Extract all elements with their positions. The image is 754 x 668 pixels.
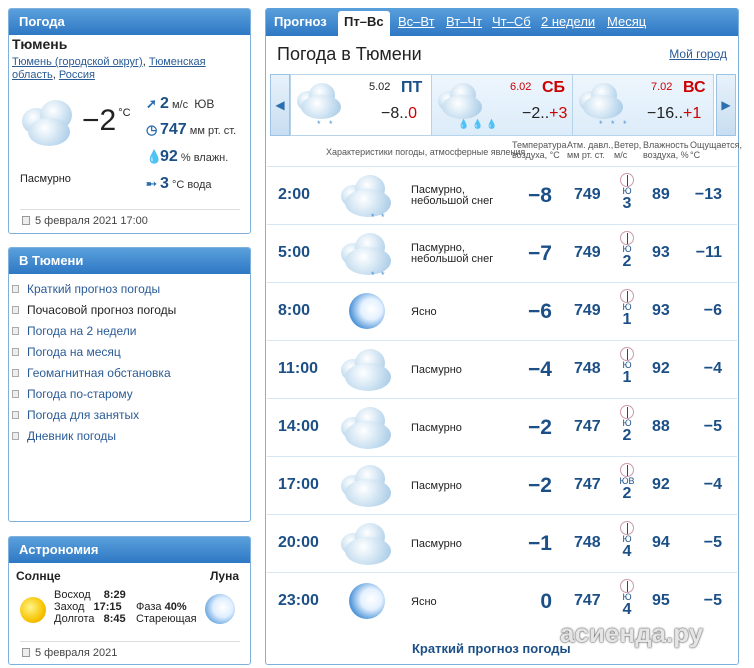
list-bullet-icon xyxy=(12,432,19,440)
cloud-snow-icon xyxy=(341,231,399,275)
current-date: 5 февраля 2021 17:00 xyxy=(22,215,148,227)
day-date: 5.02 xyxy=(369,81,391,93)
moon-icon xyxy=(349,293,385,329)
row-humidity: 93 xyxy=(652,302,670,319)
city-menu-item[interactable] xyxy=(12,429,116,443)
row-wind-speed: 3 xyxy=(622,195,632,212)
table-row xyxy=(267,456,737,514)
row-condition-line: Пасмурно xyxy=(411,480,462,492)
tab-7[interactable]: Месяц xyxy=(607,14,647,29)
row-wind-speed: 2 xyxy=(622,427,632,444)
city-menu-item-label: Дневник погоды xyxy=(27,429,117,443)
forecast-tabs xyxy=(266,8,738,36)
row-pressure: 747 xyxy=(574,592,601,609)
divider xyxy=(20,209,240,210)
city-menu-item-label: Краткий прогноз погоды xyxy=(27,282,161,296)
col-header-humidity: Влажность воздуха, % xyxy=(643,140,689,160)
tab-1: Прогноз xyxy=(274,14,327,29)
table-row xyxy=(267,398,737,456)
divider xyxy=(20,641,240,642)
row-humidity: 92 xyxy=(652,476,670,493)
row-wind xyxy=(619,173,635,211)
row-wind xyxy=(619,231,635,269)
city-menu-item[interactable] xyxy=(12,282,160,296)
tab-4[interactable]: Вт–Чт xyxy=(446,14,483,29)
row-pressure: 749 xyxy=(574,244,601,261)
row-condition-line: Пасмурно, xyxy=(411,184,465,196)
city-menu-item-label: Погода на месяц xyxy=(27,345,121,359)
moon-icon xyxy=(349,583,385,619)
day-of-week: ВС xyxy=(683,79,706,96)
humidity-stat: 💧92 % влажн. xyxy=(146,148,229,165)
cloud-puff xyxy=(301,95,341,119)
row-condition-line: Ясно xyxy=(411,306,437,318)
day-temp-range: −8..0 xyxy=(381,105,418,122)
row-condition-line: Пасмурно xyxy=(411,364,462,376)
region-link-oblast[interactable]: Тюменская область xyxy=(12,56,206,81)
row-feels: −6 xyxy=(703,302,722,319)
day-temp-max: +3 xyxy=(549,105,568,122)
list-bullet-icon xyxy=(12,285,19,293)
day-temp-max: 0 xyxy=(408,105,418,122)
day-cloud-icon xyxy=(579,79,633,119)
day-cloud-icon xyxy=(297,79,351,119)
row-wind-dir: ЮВ xyxy=(619,476,635,486)
calendar-icon xyxy=(22,648,30,657)
snowflake-icon: * * xyxy=(371,212,387,222)
day-date: 6.02 xyxy=(510,81,532,93)
row-feels: −5 xyxy=(703,592,722,609)
cloud-puff xyxy=(345,363,391,391)
city-menu-item[interactable] xyxy=(12,387,133,401)
sun-label: Солнце xyxy=(16,569,61,583)
day-temp-range: −2..+3 xyxy=(522,105,568,122)
cloud-icon xyxy=(341,463,399,507)
cloud-puff xyxy=(345,421,391,449)
moon-label: Луна xyxy=(210,569,240,583)
row-condition-line: Пасмурно, xyxy=(411,242,465,254)
list-bullet-icon xyxy=(12,348,19,356)
row-temp: −2 xyxy=(528,416,552,439)
day-precip-icon: * * xyxy=(317,119,336,129)
wind-direction-icon xyxy=(620,289,634,303)
wind-stat: ➚ 2 м/с ЮВ xyxy=(146,95,215,112)
cloud-puff xyxy=(345,479,391,507)
row-condition-line: Пасмурно xyxy=(411,422,462,434)
cloud-puff xyxy=(345,537,391,565)
row-time: 8:00 xyxy=(278,302,311,319)
row-wind xyxy=(619,463,635,501)
short-forecast-link[interactable]: Краткий прогноз погоды xyxy=(412,641,571,656)
row-time: 11:00 xyxy=(278,360,319,377)
tab-2[interactable]: Пт–Вс xyxy=(338,11,390,36)
row-wind-dir: Ю xyxy=(622,534,632,544)
row-wind-speed: 1 xyxy=(622,369,632,386)
row-time: 14:00 xyxy=(278,418,319,435)
city-name: Тюмень xyxy=(12,36,68,52)
row-feels: −13 xyxy=(694,186,722,203)
day-temp-range: −16..+1 xyxy=(647,105,702,122)
astronomy-date: 5 февраля 2021 xyxy=(22,647,117,659)
row-humidity: 89 xyxy=(652,186,670,203)
moon-phase-icon xyxy=(205,594,235,624)
sun-icon xyxy=(20,597,46,623)
table-row xyxy=(267,166,737,224)
row-pressure: 749 xyxy=(574,186,601,203)
tab-5[interactable]: Чт–Сб xyxy=(492,14,531,29)
row-pressure: 747 xyxy=(574,418,601,435)
row-humidity: 92 xyxy=(652,360,670,377)
row-pressure: 748 xyxy=(574,534,601,551)
water-temp-stat: ➸ 3 °С вода xyxy=(146,175,212,192)
day-precip-icon: 💧💧💧 xyxy=(458,119,501,129)
table-row xyxy=(267,340,737,398)
current-condition: Пасмурно xyxy=(20,173,71,185)
wind-direction-icon xyxy=(620,521,634,535)
row-condition xyxy=(411,539,462,550)
watermark: асиенда.ру xyxy=(560,618,704,648)
row-time: 17:00 xyxy=(278,476,319,493)
row-wind-dir: Ю xyxy=(622,592,632,602)
row-wind-speed: 1 xyxy=(622,311,632,328)
row-humidity: 95 xyxy=(652,592,670,609)
region-link-country[interactable]: Россия xyxy=(58,69,95,81)
row-humidity: 94 xyxy=(652,534,670,551)
day-temp-min: −8 xyxy=(381,105,400,122)
row-wind-dir: Ю xyxy=(622,360,632,370)
cloud-snow-icon xyxy=(341,173,399,217)
day-of-week: СБ xyxy=(542,79,566,96)
row-feels: −5 xyxy=(703,534,722,551)
astronomy-header: Астрономия xyxy=(9,537,250,563)
row-wind-dir: Ю xyxy=(622,418,632,428)
wind-direction-icon xyxy=(620,347,634,361)
col-header-wind: Ветер, м/с xyxy=(614,140,642,160)
row-condition-line: Ясно xyxy=(411,596,437,608)
tab-3[interactable]: Вс–Вт xyxy=(398,14,435,29)
city-menu-item-label: Геомагнитная обстановка xyxy=(27,366,171,380)
wind-direction-icon xyxy=(620,173,634,187)
row-wind-speed: 2 xyxy=(622,485,632,502)
row-temp: −8 xyxy=(528,184,552,207)
row-condition xyxy=(411,423,462,434)
city-menu-item-label: Погода для занятых xyxy=(27,408,140,422)
city-menu-item xyxy=(12,303,176,317)
page-title: Погода в Тюмени xyxy=(277,44,422,64)
col-header-pressure: Атм. давл., мм рт. ст. xyxy=(567,140,614,160)
col-header-feels: Ощущается, °С xyxy=(690,140,743,160)
current-weather-header: Погода xyxy=(9,9,250,35)
row-wind xyxy=(619,405,635,443)
drop-icon: 💧 xyxy=(146,149,163,164)
list-bullet-icon xyxy=(12,411,19,419)
cloud-icon xyxy=(341,521,399,565)
list-bullet-icon xyxy=(12,390,19,398)
city-menu-item[interactable] xyxy=(12,366,171,380)
day-precip-icon: * * * xyxy=(599,119,630,129)
wind-arrow-icon: ➚ xyxy=(146,96,157,111)
row-feels: −4 xyxy=(703,360,722,377)
row-temp: −2 xyxy=(528,474,552,497)
row-wind xyxy=(619,579,635,617)
wind-direction-icon xyxy=(620,231,634,245)
row-feels: −11 xyxy=(695,244,722,261)
row-pressure: 749 xyxy=(574,302,601,319)
current-temp: −2 $^{^\circ C}$ xyxy=(82,104,131,137)
pressure-stat: ◷ 747 мм рт. ст. xyxy=(146,121,237,138)
row-pressure: 748 xyxy=(574,360,601,377)
day-cloud-icon xyxy=(438,79,492,119)
table-row xyxy=(267,282,737,340)
cloud-puff xyxy=(583,95,623,119)
row-condition xyxy=(411,597,437,608)
gauge-icon: ◷ xyxy=(146,122,158,137)
city-menu-item[interactable] xyxy=(12,408,139,422)
day-card[interactable] xyxy=(572,74,714,136)
cloud-icon xyxy=(341,405,399,449)
row-temp: −4 xyxy=(528,358,552,381)
row-condition xyxy=(411,243,493,265)
water-fish-icon: ➸ xyxy=(146,176,157,191)
row-wind-speed: 4 xyxy=(622,601,632,618)
table-row xyxy=(267,514,737,572)
row-condition xyxy=(411,185,493,207)
row-wind-speed: 2 xyxy=(622,253,632,270)
wind-direction-icon xyxy=(620,405,634,419)
day-card[interactable] xyxy=(290,74,432,136)
city-menu-item-label: Почасовой прогноз погоды xyxy=(27,303,177,317)
row-condition xyxy=(411,365,462,376)
row-temp: −7 xyxy=(528,242,552,265)
moon-phase: Фаза 40% Стареющая xyxy=(136,601,197,625)
calendar-icon xyxy=(22,216,30,225)
sun-times: Восход 8:29 Заход 17:15 Долгота 8:45 xyxy=(54,589,126,625)
row-feels: −5 xyxy=(703,418,722,435)
row-condition xyxy=(411,481,462,492)
wind-direction-icon xyxy=(620,463,634,477)
day-date: 7.02 xyxy=(651,81,673,93)
row-pressure: 747 xyxy=(574,476,601,493)
row-wind-dir: Ю xyxy=(622,186,632,196)
list-bullet-icon xyxy=(12,369,19,377)
row-wind xyxy=(619,289,635,327)
row-condition-line: небольшой снег xyxy=(411,195,494,207)
col-header-temp: Температура воздуха, °С xyxy=(512,140,567,160)
row-time: 23:00 xyxy=(278,592,319,609)
row-wind-dir: Ю xyxy=(622,302,632,312)
wind-direction-icon xyxy=(620,579,634,593)
row-wind xyxy=(619,347,635,385)
next-days-button[interactable]: ▶ xyxy=(716,74,736,136)
city-menu-item[interactable] xyxy=(12,324,137,338)
day-temp-min: −2 xyxy=(522,105,541,122)
tab-6[interactable]: 2 недели xyxy=(541,14,596,29)
row-time: 5:00 xyxy=(278,244,311,261)
city-menu-header: В Тюмени xyxy=(9,248,250,274)
city-menu-item-label: Погода на 2 недели xyxy=(27,324,137,338)
cloud-puff xyxy=(442,95,482,119)
day-card[interactable] xyxy=(431,74,573,136)
row-humidity: 88 xyxy=(652,418,670,435)
col-header-phenomena: Характеристики погоды, атмосферные явления xyxy=(326,147,526,157)
region-links: Тюмень (городской округ), Тюменская область, Россия xyxy=(12,56,206,81)
city-menu-item[interactable] xyxy=(12,345,121,359)
city-menu-item-label: Погода по-старому xyxy=(27,387,133,401)
row-wind-dir: Ю xyxy=(622,244,632,254)
row-temp: 0 xyxy=(540,590,552,613)
day-temp-max: +1 xyxy=(683,105,702,122)
my-city-link[interactable]: Мой город xyxy=(669,47,727,61)
row-time: 20:00 xyxy=(278,534,319,551)
list-bullet-icon xyxy=(12,327,19,335)
list-bullet-icon xyxy=(12,306,19,314)
row-temp: −1 xyxy=(528,532,552,555)
day-of-week: ПТ xyxy=(401,79,423,96)
region-link-district[interactable]: Тюмень (городской округ) xyxy=(12,56,143,68)
day-temp-min: −16 xyxy=(647,105,675,122)
table-row xyxy=(267,224,737,282)
row-time: 2:00 xyxy=(278,186,311,203)
row-humidity: 93 xyxy=(652,244,670,261)
row-wind-speed: 4 xyxy=(622,543,632,560)
row-temp: −6 xyxy=(528,300,552,323)
row-condition-line: Пасмурно xyxy=(411,538,462,550)
row-condition-line: небольшой снег xyxy=(411,253,494,265)
cloud-icon xyxy=(341,347,399,391)
snowflake-icon: * * xyxy=(371,270,387,280)
row-feels: −4 xyxy=(703,476,722,493)
prev-days-button[interactable]: ◀ xyxy=(270,74,290,136)
row-wind xyxy=(619,521,635,559)
row-condition xyxy=(411,307,437,318)
